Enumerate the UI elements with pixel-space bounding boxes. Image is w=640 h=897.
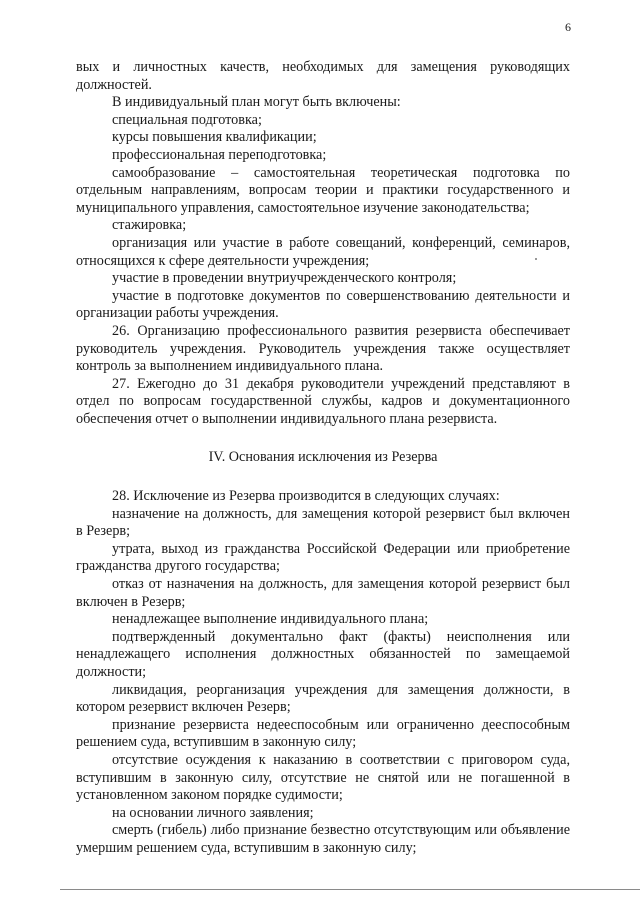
list-item: на основании личного заявления; [112, 804, 314, 821]
clause-27: 27. Ежегодно до 31 декабря руководители учреждений представляют в отдел по вопросам государственной службы, кадров и документационного обеспечения отчет о выполнении индивидуального плана резервиста. [76, 375, 570, 427]
list-item: назначение на должность, для замещения которой резервист был включен в Резерв; [76, 505, 570, 540]
list-item: ликвидация, реорганизация учреждения для замещения должности, в котором резервист включен Резерв; [76, 681, 570, 716]
list-item: участие в подготовке документов по совершенствованию деятельности и организации работы учреждения. [76, 287, 570, 322]
paragraph: В индивидуальный план могут быть включены: [112, 94, 401, 111]
scan-speck [535, 258, 537, 260]
list-item: признание резервиста недееспособным или ограниченно дееспособным решением суда, вступившим в законную силу; [76, 716, 570, 751]
list-item: профессиональная переподготовка; [112, 146, 327, 163]
list-item: подтвержденный документально факт (факты) неисполнения или ненадлежащего исполнения должностных обязанностей по замещаемой должности; [76, 628, 570, 680]
paragraph: вых и личностных качеств, необходимых для замещения руководящих должностей. [76, 59, 570, 93]
list-item: участие в проведении внутриучрежденческого контроля; [112, 270, 457, 287]
list-item: курсы повышения квалификации; [112, 129, 317, 146]
clause-26: 26. Организацию профессионального развития резервиста обеспечивает руководитель учреждения. Руководитель учреждения также осуществляет контроль за выполнением индивидуального плана. [76, 322, 570, 375]
list-item: специальная подготовка; [112, 111, 262, 128]
clause-28: 28. Исключение из Резерва производится в следующих случаях: [112, 488, 500, 505]
list-item: стажировка; [112, 217, 187, 234]
list-item: отсутствие осуждения к наказанию в соответствии с приговором суда, вступившим в законную силу, отсутствие не снятой или не погашенной в установленном законом порядке судимости; [76, 751, 570, 804]
list-item: утрата, выход из гражданства Российской Федерации или приобретение гражданства другого государства; [76, 540, 570, 575]
list-item: ненадлежащее выполнение индивидуального плана; [112, 611, 429, 628]
page-number: 6 [565, 20, 571, 34]
section-heading: IV. Основания исключения из Резерва [208, 449, 438, 466]
list-item: самообразование – самостоятельная теоретическая подготовка по отдельным направлениям, вопросам теории и практики государственного и муниципального управления, самостоятельное изучение законодательства; [76, 164, 570, 216]
paragraphs-bottom [76, 488, 570, 857]
bottom-edge-line [60, 889, 640, 890]
list-item: организация или участие в работе совещаний, конференций, семинаров, относящихся к сфере деятельности учреждения; [76, 234, 570, 269]
list-item: смерть (гибель) либо признание безвестно отсутствующим или объявление умершим решением суда, вступившим в законную силу; [76, 822, 570, 856]
document-body [76, 59, 570, 858]
paragraphs-top [76, 59, 570, 428]
list-item: отказ от назначения на должность, для замещения которой резервист был включен в Резерв; [76, 576, 570, 610]
